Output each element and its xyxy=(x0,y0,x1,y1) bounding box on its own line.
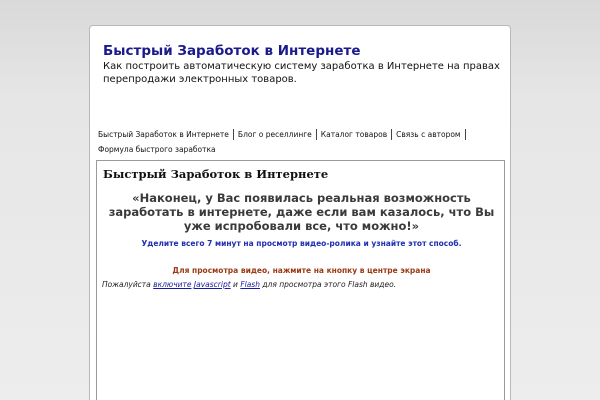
main-nav xyxy=(94,127,508,157)
flash-link[interactable]: Flash xyxy=(240,280,260,289)
page-container xyxy=(89,25,511,400)
nav-row-1 xyxy=(94,127,508,141)
content-box xyxy=(96,160,505,400)
enable-javascript-link[interactable]: включите Javascript xyxy=(153,280,231,289)
flash-notice xyxy=(102,280,396,289)
nav-item-blog[interactable]: Блог о реселлинге xyxy=(234,129,317,140)
nav-item-contact[interactable]: Связь с автором xyxy=(392,129,465,140)
video-invite-text: Уделите всего 7 минут на просмотр видео-ролика и узнайте этот способ. xyxy=(141,239,462,248)
nav-item-formula[interactable]: Формула быстрого заработка xyxy=(98,144,216,154)
nav-item-home[interactable]: Быстрый Заработок в Интернете xyxy=(94,129,234,140)
flash-notice-prefix: Пожалуйста xyxy=(102,280,154,289)
flash-notice-suffix: для просмотра этого Flash видео. xyxy=(259,280,397,289)
site-title[interactable]: Быстрый Заработок в Интернете xyxy=(103,43,361,59)
headline-quote: «Наконец, у Вас появилась реальная возможность заработать в интернете, даже если вам казалось, что Вы уже испробовали все, что можно!» xyxy=(108,191,495,233)
video-instruction-text: Для просмотра видео, нажмите на кнопку в центре экрана xyxy=(172,266,431,275)
nav-item-catalog[interactable]: Каталог товаров xyxy=(317,129,392,140)
nav-row-2 xyxy=(94,142,508,156)
flash-notice-middle: и xyxy=(230,280,241,289)
site-description: Как построить автоматическую систему заработка в Интернете на правах перепродажи электронных товаров. xyxy=(103,61,500,85)
post-title: Быстрый Заработок в Интернете xyxy=(103,167,329,181)
